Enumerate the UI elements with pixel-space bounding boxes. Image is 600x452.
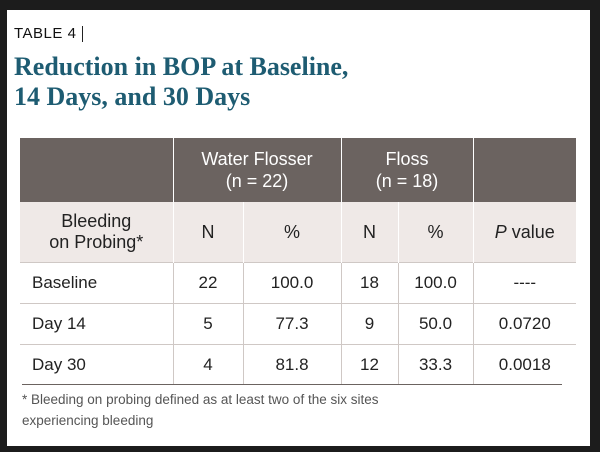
wf-pct-cell: 77.3 [243,304,341,345]
floss-group-header [341,138,473,202]
column-header-row [20,202,576,263]
fl-n-header: N [341,202,398,263]
fl-n-cell: 9 [341,304,398,345]
row-label: Day 14 [20,304,173,345]
fl-pct-header: % [398,202,473,263]
p-value-header [473,202,576,263]
water-flosser-group-header [173,138,341,202]
floss-n: (n = 18) [375,171,439,191]
footnote-line-2: experiencing bleeding [22,413,154,428]
footnote-line-1: * Bleeding on probing defined as at least two of the six sites [22,392,379,407]
bop-data-table [20,138,576,385]
empty-header-cell [20,138,173,202]
p-letter: P [494,221,507,242]
fl-n-cell: 18 [341,263,398,304]
p-value-word: value [506,221,555,242]
title-line-2: 14 Days, and 30 Days [14,82,251,111]
wf-pct-cell: 81.8 [243,345,341,386]
table-title [14,52,348,112]
p-value-cell: 0.0720 [473,304,576,345]
table-row [20,263,576,304]
fl-pct-cell: 50.0 [398,304,473,345]
table-row [20,345,576,386]
table-row [20,304,576,345]
wf-n-cell: 5 [173,304,243,345]
wf-n-header: N [173,202,243,263]
group-header-row [20,138,576,202]
table-footnote [22,384,562,431]
fl-pct-cell: 100.0 [398,263,473,304]
fl-pct-cell: 33.3 [398,345,473,386]
p-value-cell: 0.0018 [473,345,576,386]
row-header-line-1: Bleeding [61,211,132,231]
water-flosser-label: Water Flosser [201,149,313,169]
wf-pct-cell: 100.0 [243,263,341,304]
wf-n-cell: 22 [173,263,243,304]
water-flosser-n: (n = 22) [225,171,289,191]
row-label: Day 30 [20,345,173,386]
row-header-label [20,202,173,263]
empty-header-cell-p [473,138,576,202]
row-label: Baseline [20,263,173,304]
table-number-label: TABLE 4 [14,26,83,42]
wf-n-cell: 4 [173,345,243,386]
wf-pct-header: % [243,202,341,263]
title-line-1: Reduction in BOP at Baseline, [14,52,349,81]
row-header-line-2: on Probing* [49,232,144,252]
p-value-cell: ---- [473,263,576,304]
fl-n-cell: 12 [341,345,398,386]
floss-label: Floss [385,149,429,169]
